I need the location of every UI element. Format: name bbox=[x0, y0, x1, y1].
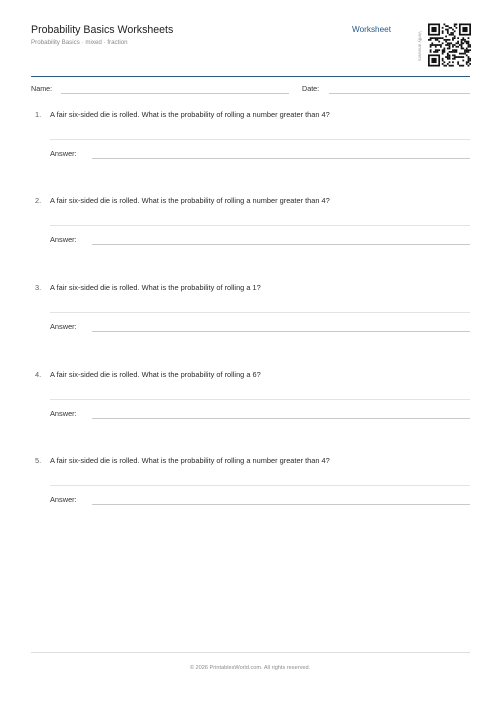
answer-label: Answer: bbox=[50, 322, 77, 331]
question-item bbox=[31, 456, 471, 536]
question-text: A fair six-sided die is rolled. What is the probability of rolling a number greater than 4? bbox=[50, 196, 330, 205]
answer-field[interactable] bbox=[92, 504, 470, 505]
date-label: Date: bbox=[302, 84, 320, 93]
question-number: 4. bbox=[35, 370, 42, 379]
work-space-line[interactable] bbox=[50, 485, 470, 486]
answer-label: Answer: bbox=[50, 235, 77, 244]
answer-field[interactable] bbox=[92, 158, 470, 159]
work-space-line[interactable] bbox=[50, 312, 470, 313]
header-divider bbox=[31, 76, 470, 77]
verify-answers-label: Verify answers bbox=[417, 31, 423, 61]
question-text: A fair six-sided die is rolled. What is the probability of rolling a 6? bbox=[50, 370, 261, 379]
question-number: 3. bbox=[35, 283, 42, 292]
footer-copyright: © 2026 PrintablesWorld.com. All rights reserved. bbox=[189, 665, 311, 671]
question-number: 5. bbox=[35, 456, 42, 465]
answer-field[interactable] bbox=[92, 244, 470, 245]
answer-field[interactable] bbox=[92, 331, 470, 332]
question-item bbox=[31, 196, 471, 276]
footer-divider bbox=[31, 652, 470, 653]
question-number: 2. bbox=[35, 196, 42, 205]
question-item bbox=[31, 370, 471, 450]
work-space-line[interactable] bbox=[50, 225, 470, 226]
question-text: A fair six-sided die is rolled. What is the probability of rolling a 1? bbox=[50, 283, 261, 292]
name-field[interactable] bbox=[61, 93, 289, 94]
answer-label: Answer: bbox=[50, 495, 77, 504]
verify-answers-caption bbox=[415, 19, 425, 73]
name-label: Name: bbox=[31, 84, 53, 93]
question-text: A fair six-sided die is rolled. What is the probability of rolling a number greater than 4? bbox=[50, 456, 330, 465]
date-field[interactable] bbox=[329, 93, 470, 94]
question-item bbox=[31, 110, 471, 190]
page-title: Probability Basics Worksheets bbox=[31, 24, 174, 36]
question-text: A fair six-sided die is rolled. What is the probability of rolling a number greater than 4? bbox=[50, 110, 330, 119]
answer-label: Answer: bbox=[50, 149, 77, 158]
work-space-line[interactable] bbox=[50, 139, 470, 140]
page-subtitle: Probability Basics · mixed · fraction bbox=[31, 39, 128, 46]
worksheet-type-label: Worksheet bbox=[352, 25, 391, 34]
qr-code-icon[interactable] bbox=[428, 17, 471, 73]
question-number: 1. bbox=[35, 110, 42, 119]
answer-label: Answer: bbox=[50, 409, 77, 418]
question-item bbox=[31, 283, 471, 363]
work-space-line[interactable] bbox=[50, 399, 470, 400]
answer-field[interactable] bbox=[92, 418, 470, 419]
